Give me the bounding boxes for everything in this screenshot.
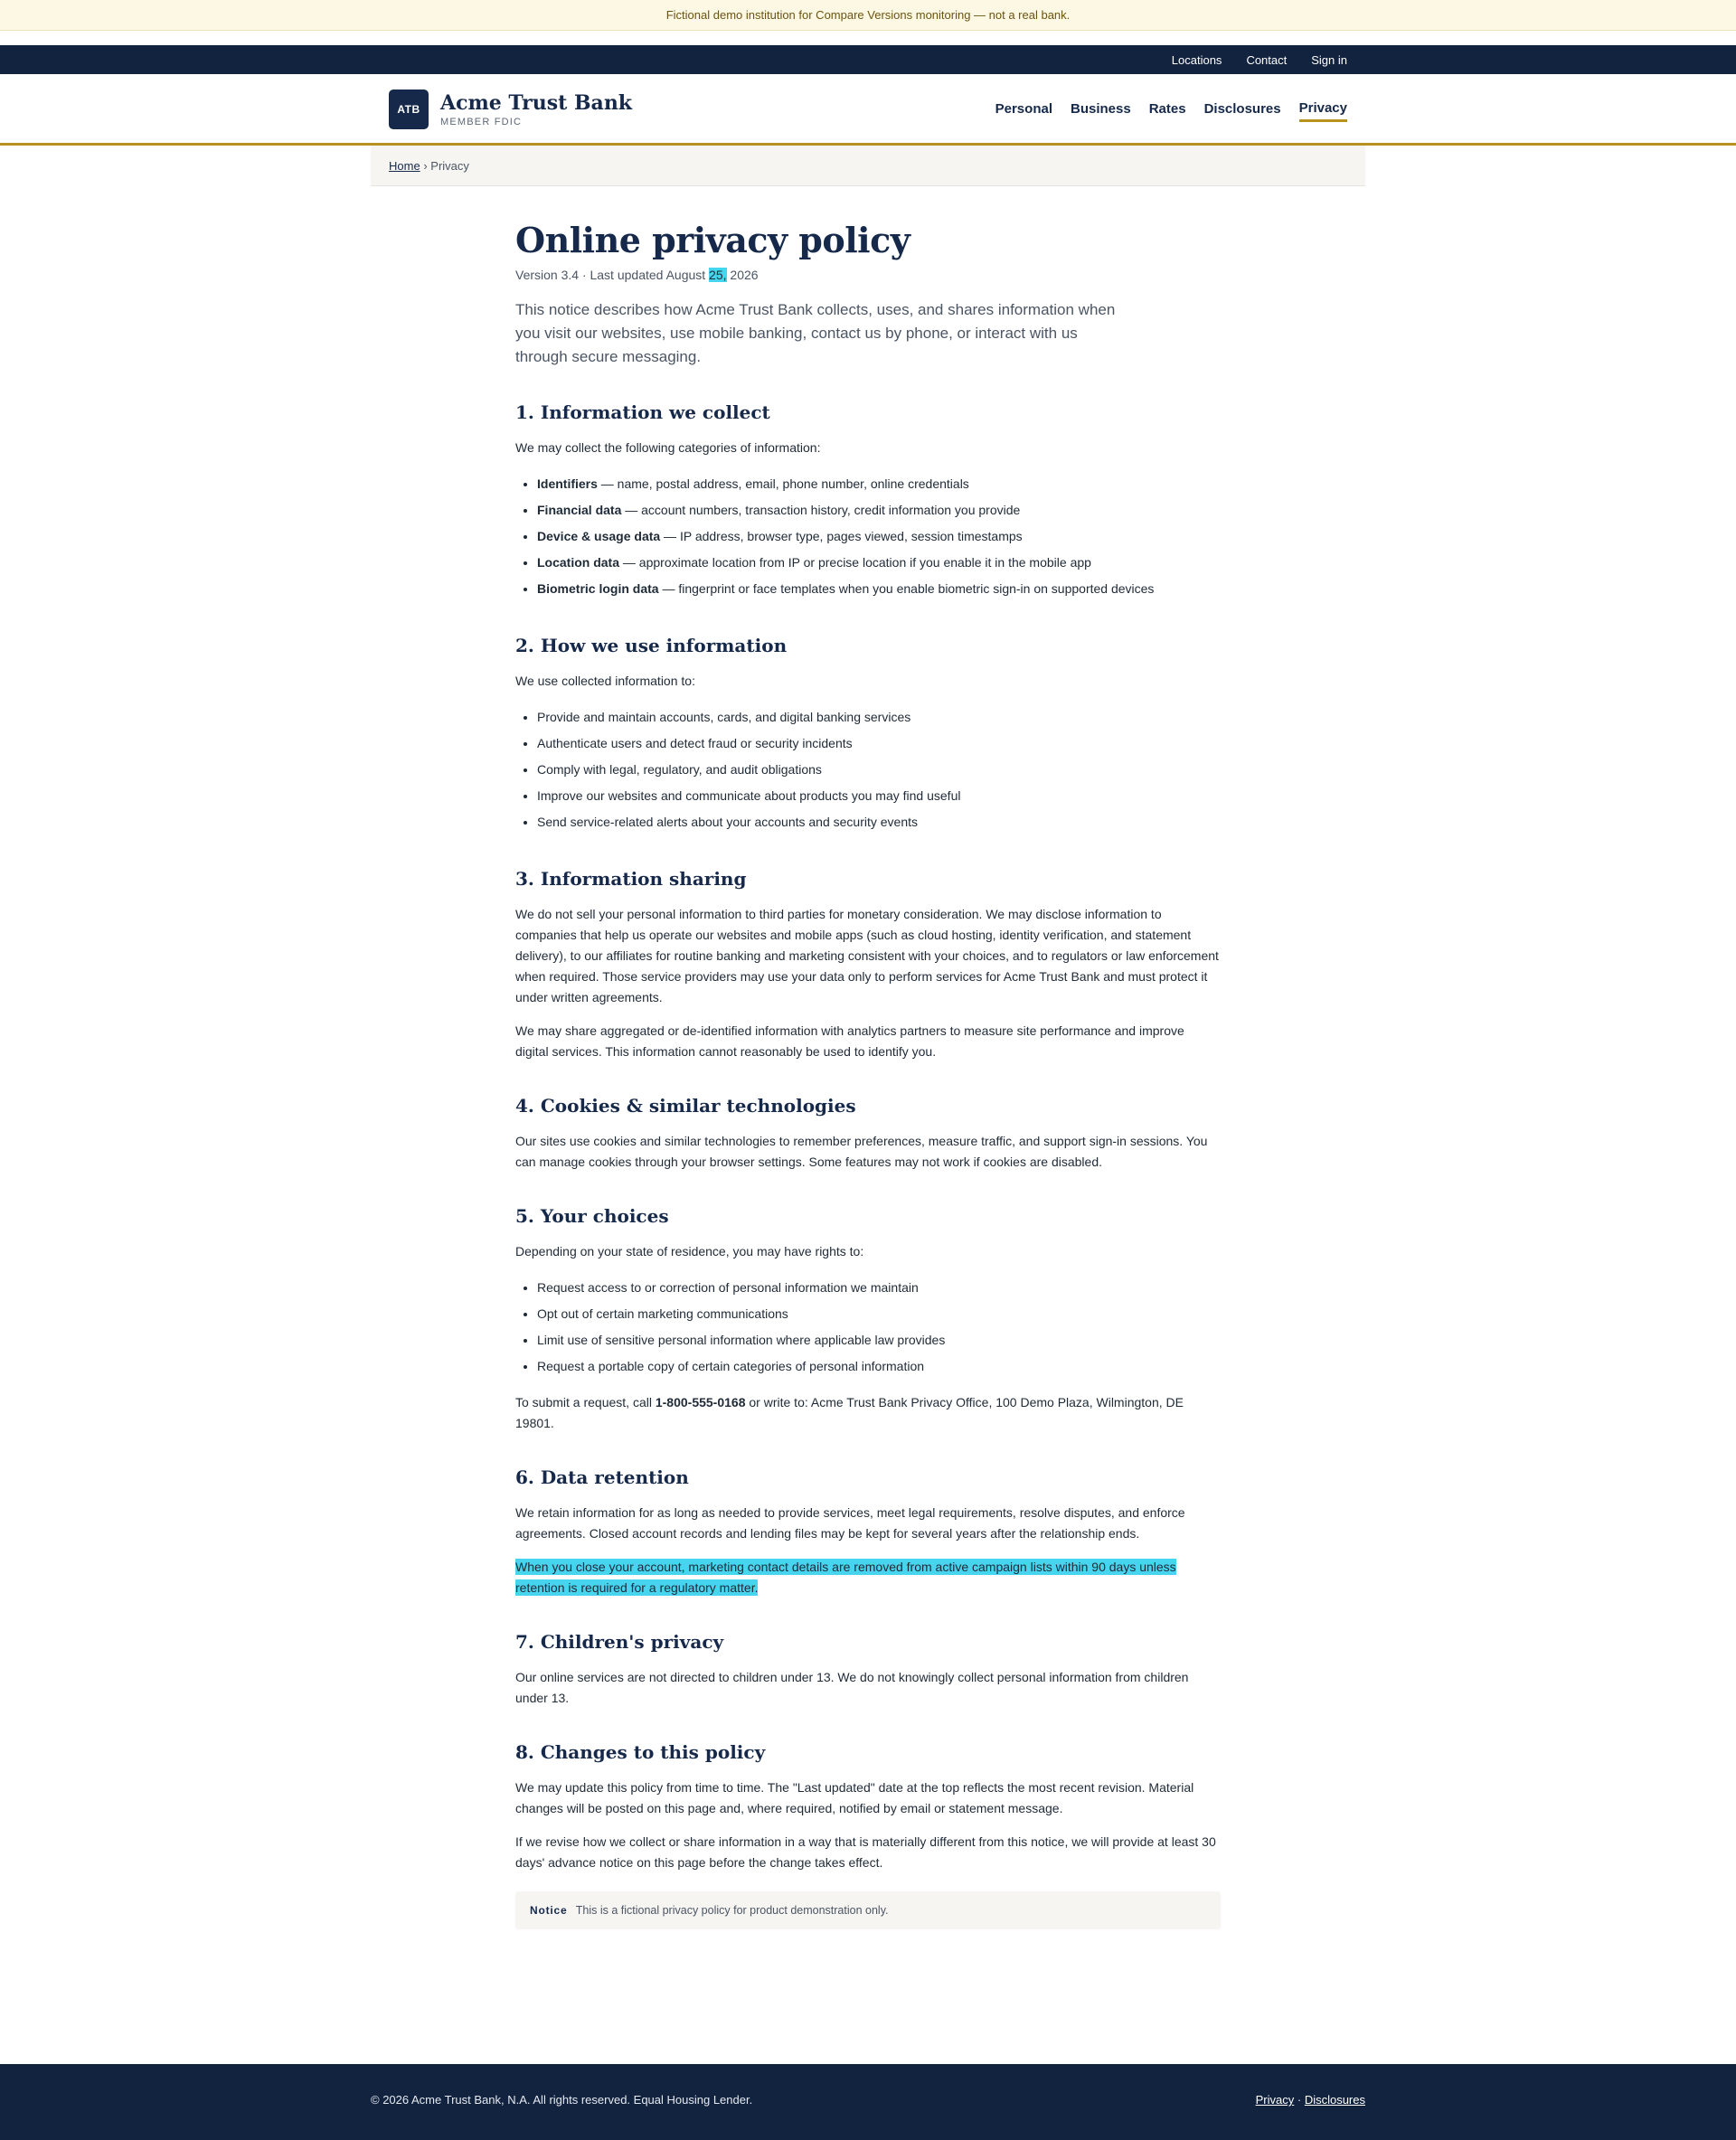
bank-logo-icon: ATB (389, 90, 429, 129)
meta-suffix: 2026 (726, 268, 759, 282)
section-heading: 8. Changes to this policy (515, 1741, 766, 1763)
section-data-retention (515, 1465, 1221, 1598)
policy-content (515, 208, 1221, 1929)
demo-banner-text: Fictional demo institution for Compare Versions monitoring — not a real bank. (665, 8, 1071, 22)
list-item: • Provide and maintain accounts, cards, and digital banking services (537, 704, 1221, 731)
nav-privacy[interactable]: Privacy (1299, 95, 1347, 122)
section-paragraph: We retain information for as long as needed to provide services, meet legal requirements, resolve disputes, and enforce agreements. Closed account records and lending files may be kept for several years after the relationship ends. (515, 1505, 1185, 1541)
section-heading: 1. Information we collect (515, 401, 770, 423)
section-paragraph: We may share aggregated or de-identified information with analytics partners to measure site performance and improve digital services. This information cannot reasonably be used to identify you. (515, 1023, 1184, 1059)
section-childrens-privacy (515, 1629, 1221, 1709)
change-highlight: When you close your account, marketing contact details are removed from active campaign lists within 90 days unless retention is required for a regulatory matter. (515, 1560, 1176, 1595)
footer-disclosures-link[interactable]: Disclosures (1304, 2093, 1365, 2107)
nav-personal[interactable]: Personal (995, 100, 1052, 117)
member-fdic-label: MEMBER FDIC (440, 116, 523, 127)
brand-name: Acme Trust Bank (440, 90, 633, 115)
meta-day-highlight: 25, (709, 268, 727, 282)
nav-disclosures[interactable]: Disclosures (1203, 100, 1281, 117)
choices-list (515, 1275, 1221, 1380)
request-contact: To submit a request, call 1-800-555-0168 or write to: Acme Trust Bank Privacy Office, 100 Demo Plaza, Wilmington, DE 19801. (515, 1395, 1184, 1430)
list-item: • Send service-related alerts about your accounts and security events (537, 809, 1221, 835)
privacy-phone-number: 1-800-555-0168 (655, 1395, 746, 1409)
list-item: • Device & usage data — IP address, browser type, pages viewed, session timestamps (537, 523, 1221, 550)
footer-separator: · (1294, 2093, 1305, 2107)
utility-bar (0, 45, 1736, 74)
changed-paragraph (515, 1557, 1221, 1598)
breadcrumb-home-link[interactable]: Home (389, 158, 420, 173)
breadcrumb (371, 146, 1365, 186)
demo-notice (515, 1891, 1221, 1929)
demo-banner (0, 0, 1736, 31)
notice-text: This is a fictional privacy policy for product demonstration only. (575, 1904, 889, 1917)
site-footer (0, 2064, 1736, 2140)
list-item: • Location data — approximate location from IP or precise location if you enable it in the mobile app (537, 550, 1221, 576)
page-title: Online privacy policy (515, 220, 910, 260)
section-heading: 5. Your choices (515, 1205, 669, 1227)
section-how-we-use (515, 633, 1221, 835)
section-heading: 7. Children's privacy (515, 1631, 724, 1653)
footer-privacy-link[interactable]: Privacy (1255, 2093, 1295, 2107)
list-item: • Limit use of sensitive personal information where applicable law provides (537, 1327, 1221, 1353)
sign-in-link[interactable]: Sign in (1311, 52, 1347, 67)
breadcrumb-current: Privacy (430, 158, 469, 173)
section-intro: We may collect the following categories of information: (515, 440, 821, 455)
list-item: • Identifiers — name, postal address, email, phone number, online credentials (537, 471, 1221, 497)
list-item: • Financial data — account numbers, transaction history, credit information you provide (537, 497, 1221, 523)
list-item: • Improve our websites and communicate about products you may find useful (537, 783, 1221, 809)
main-nav (977, 74, 1347, 143)
section-paragraph: If we revise how we collect or share information in a way that is materially different from this notice, we will provide at least 30 days' advance notice on this page before the change takes effect. (515, 1834, 1216, 1870)
section-heading: 6. Data retention (515, 1466, 689, 1488)
notice-label: Notice (530, 1904, 568, 1917)
section-heading: 4. Cookies & similar technologies (515, 1095, 856, 1117)
contact-link[interactable]: Contact (1246, 52, 1288, 67)
site-header (0, 74, 1736, 146)
nav-rates[interactable]: Rates (1148, 100, 1186, 117)
version-meta (515, 268, 1221, 282)
section-intro: We use collected information to: (515, 674, 695, 688)
section-paragraph: We do not sell your personal information to third parties for monetary consideration. We may disclose information to companies that help us operate our websites and mobile apps (such as cloud hosting, identity verification, and statement delivery), to our affiliates for routine banking and marketing consistent with your choices, and to regulators or law enforcement when required. Those service providers may use your data only to perform services for Acme Trust Bank and must protect it under written agreements. (515, 907, 1219, 1004)
section-paragraph: We may update this policy from time to time. The "Last updated" date at the top reflects the most recent revision. Material changes will be posted on this page and, where required, notified by email or statement message. (515, 1780, 1194, 1815)
section-heading: 3. Information sharing (515, 868, 747, 890)
section-intro: Depending on your state of residence, you may have rights to: (515, 1244, 864, 1259)
section-heading: 2. How we use information (515, 635, 788, 656)
section-information-we-collect (515, 400, 1221, 602)
section-changes (515, 1739, 1221, 1873)
section-cookies (515, 1093, 1221, 1173)
list-item: • Biometric login data — fingerprint or face templates when you enable biometric sign-in on supported devices (537, 576, 1221, 602)
intro-lead: This notice describes how Acme Trust Bank collects, uses, and shares information when you visit our websites, use mobile banking, contact us by phone, or interact with us through secure messaging. (515, 301, 1116, 365)
use-list (515, 704, 1221, 835)
list-item: • Request access to or correction of personal information we maintain (537, 1275, 1221, 1301)
footer-links (1256, 2093, 1365, 2107)
list-item: • Comply with legal, regulatory, and audit obligations (537, 757, 1221, 783)
list-item: • Request a portable copy of certain categories of personal information (537, 1353, 1221, 1380)
list-item: • Opt out of certain marketing communications (537, 1301, 1221, 1327)
breadcrumb-separator: › (423, 158, 428, 173)
brand-logo-link[interactable] (389, 90, 632, 129)
meta-prefix: Version 3.4 · Last updated August (515, 268, 710, 282)
locations-link[interactable]: Locations (1171, 52, 1222, 67)
list-item: • Authenticate users and detect fraud or security incidents (537, 731, 1221, 757)
collect-list (515, 471, 1221, 602)
section-paragraph: Our online services are not directed to children under 13. We do not knowingly collect personal information from children under 13. (515, 1670, 1189, 1705)
section-paragraph: Our sites use cookies and similar technologies to remember preferences, measure traffic, and support sign-in sessions. You can manage cookies through your browser settings. Some features may not work if cookies are disabled. (515, 1134, 1208, 1169)
footer-copyright: © 2026 Acme Trust Bank, N.A. All rights reserved. Equal Housing Lender. (371, 2093, 753, 2107)
nav-business[interactable]: Business (1071, 100, 1131, 117)
section-your-choices (515, 1203, 1221, 1434)
section-information-sharing (515, 866, 1221, 1062)
